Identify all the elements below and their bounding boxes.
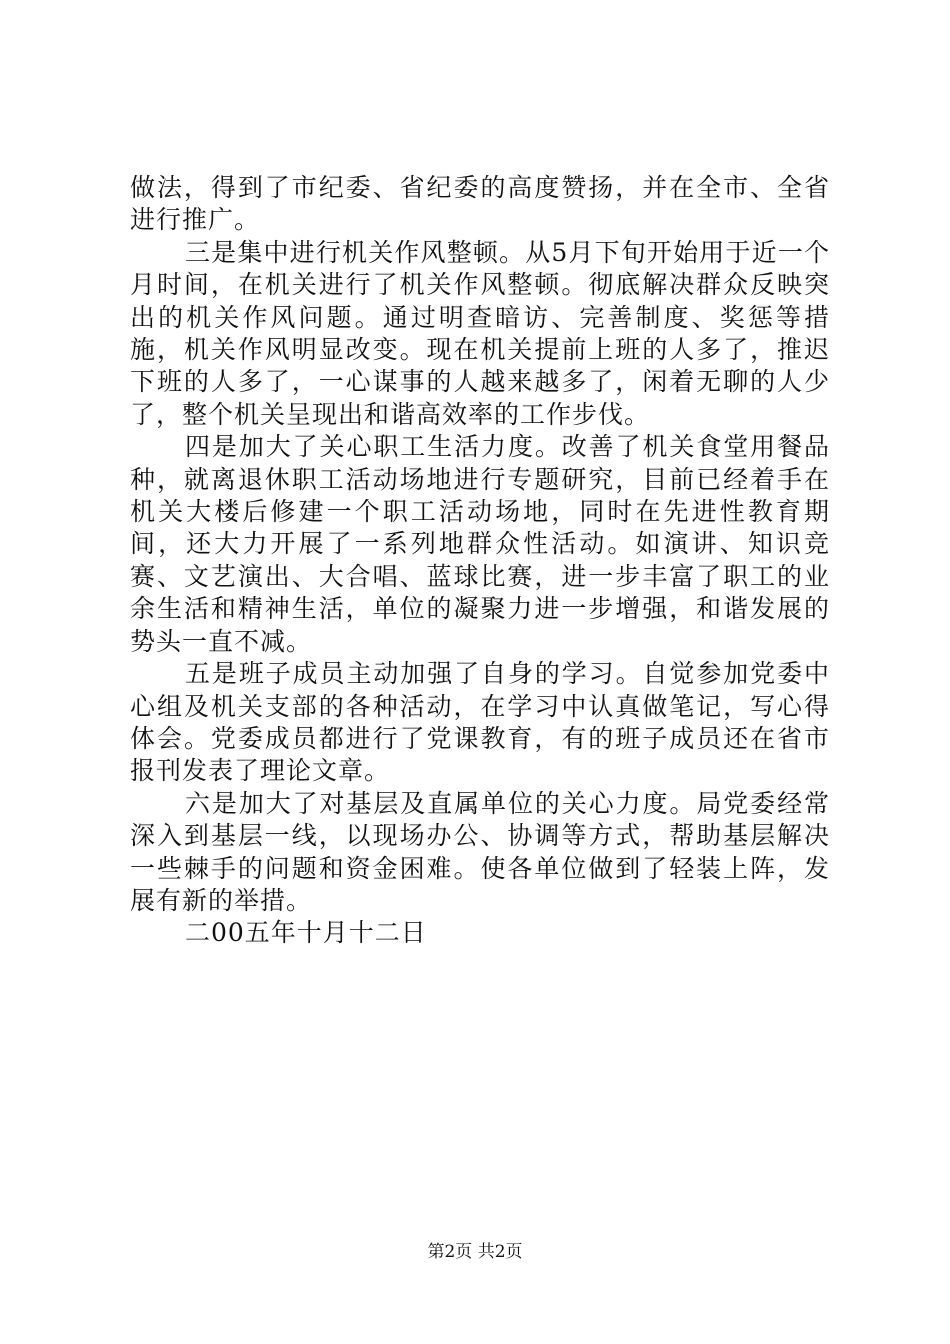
page-footer: 第2页 共2页 [427, 1242, 523, 1262]
paragraph-2: 三是集中进行机关作风整顿。从5月下旬开始用于近一个月时间，在机关进行了机关作风整顿。彻底解决群众反映突出的机关作风问题。通过明查暗访、完善制度、奖惩等措施，机关作风明显改变。现在机关提前上班的人多了，推迟下班的人多了，一心谋事的人越来越多了，闲着无聊的人少了，整个机关呈现出和谐高效率的工作步伐。 [130, 237, 830, 429]
document-body [130, 172, 830, 950]
paragraph-5: 六是加大了对基层及直属单位的关心力度。局党委经常深入到基层一线，以现场办公、协调等方式，帮助基层解决一些棘手的问题和资金困难。使各单位做到了轻装上阵，发展有新的举措。 [130, 788, 830, 915]
paragraph-4: 五是班子成员主动加强了自身的学习。自觉参加党委中心组及机关支部的各种活动，在学习中认真做笔记，写心得体会。党委成员都进行了党课教育，有的班子成员还在省市报刊发表了理论文章。 [130, 659, 830, 786]
paragraph-3: 四是加大了关心职工生活力度。改善了机关食堂用餐品种，就离退休职工活动场地进行专题研究，目前已经着手在机关大楼后修建一个职工活动场地，同时在先进性教育期间，还大力开展了一系列地群众性活动。如演讲、知识竞赛、文艺演出、大合唱、蓝球比赛，进一步丰富了职工的业余生活和精神生活，单位的凝聚力进一步增强，和谐发展的势头一直不减。 [130, 432, 830, 656]
document-date: 二00五年十月十二日 [185, 918, 427, 948]
paragraph-1: 做法，得到了市纪委、省纪委的高度赞扬，并在全市、全省进行推广。 [130, 173, 830, 235]
